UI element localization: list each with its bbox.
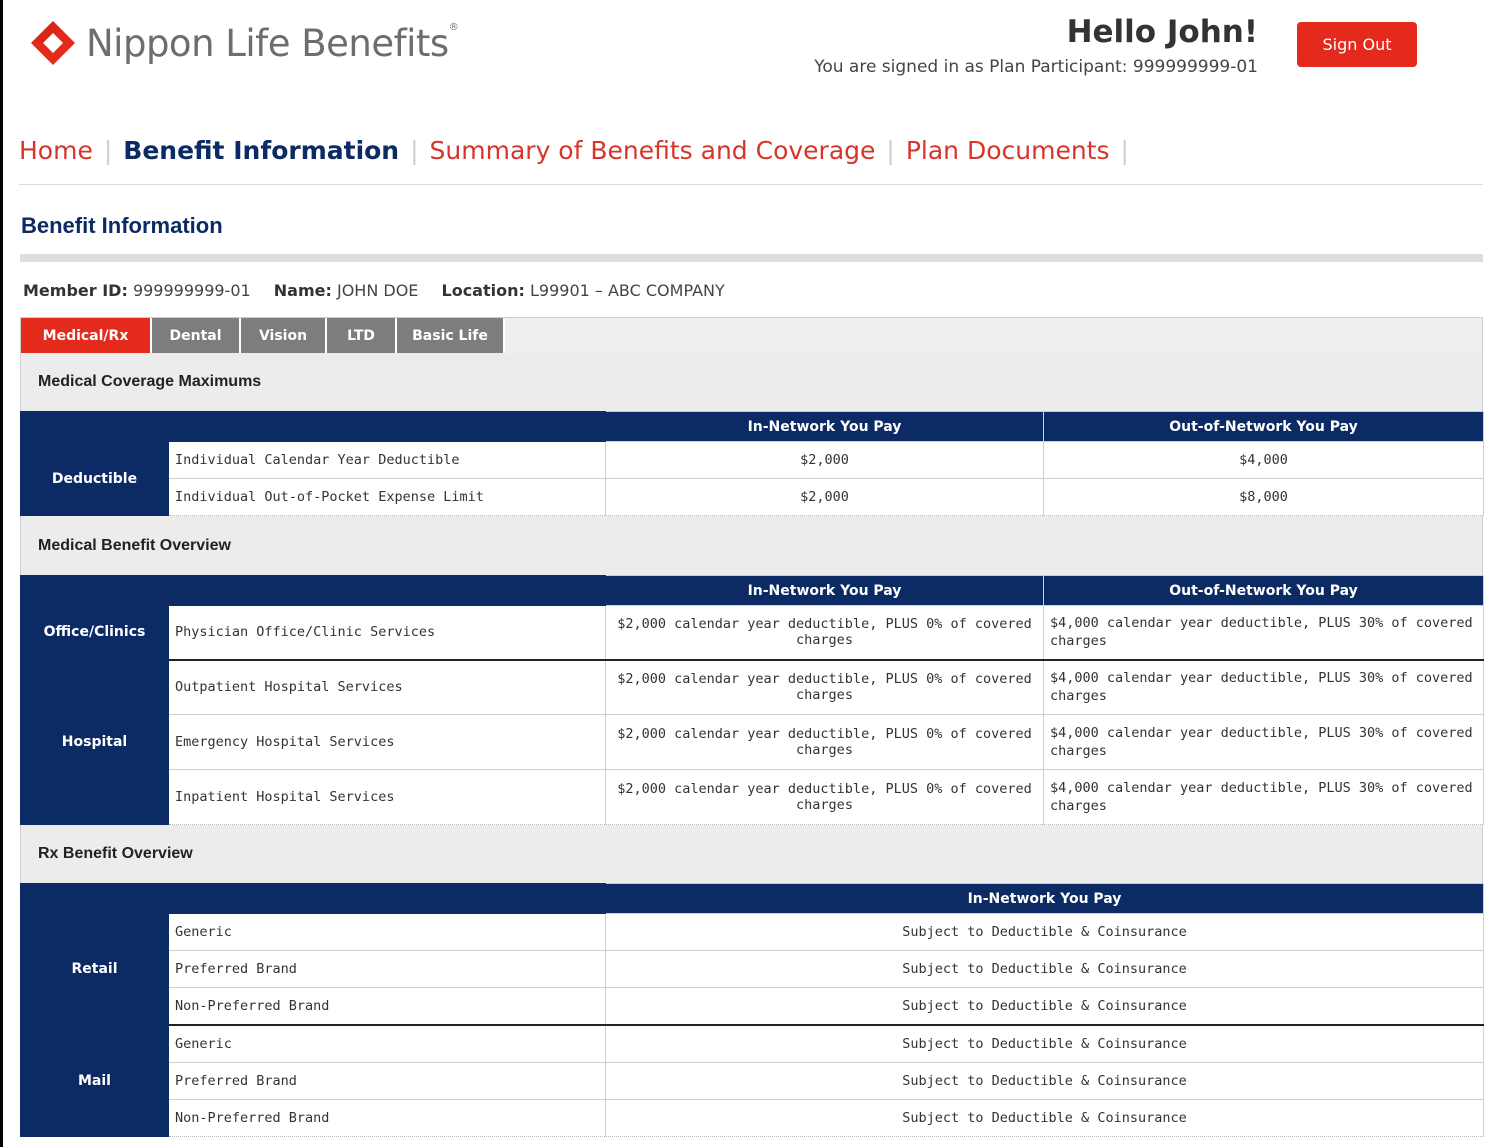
out-network-value: $8,000 — [1044, 479, 1484, 516]
table-row — [21, 1063, 1484, 1100]
row-group-office-clinics: Office/Clinics — [21, 606, 169, 660]
name-value: JOHN DOE — [336, 281, 419, 300]
table-row — [21, 951, 1484, 988]
nav-separator: | — [886, 136, 895, 165]
out-network-value: $4,000 — [1044, 442, 1484, 479]
col-header-in-network: In-Network You Pay — [606, 576, 1044, 606]
name-label: Name: — [273, 281, 332, 300]
title-divider — [20, 254, 1483, 262]
tab-basic-life[interactable]: Basic Life — [397, 318, 505, 353]
table-row — [21, 715, 1484, 770]
brand-name: Nippon Life Benefits® — [86, 21, 459, 65]
table-header-blank — [21, 576, 606, 606]
in-network-value: Subject to Deductible & Coinsurance — [606, 988, 1484, 1025]
left-border — [0, 0, 3, 1147]
table-row — [21, 770, 1484, 825]
signed-in-status: You are signed in as Plan Participant: 999999999-01 — [814, 57, 1258, 77]
nav-plan-documents[interactable]: Plan Documents — [905, 136, 1110, 165]
row-label: Individual Out-of-Pocket Expense Limit — [169, 479, 606, 516]
col-header-out-network: Out-of-Network You Pay — [1044, 412, 1484, 442]
in-network-value: $2,000 — [606, 479, 1044, 516]
out-network-value: $4,000 calendar year deductible, PLUS 30% of covered charges — [1044, 715, 1484, 770]
nav-separator: | — [410, 136, 419, 165]
rx-overview-table — [20, 883, 1484, 1137]
out-network-value: $4,000 calendar year deductible, PLUS 30% of covered charges — [1044, 770, 1484, 825]
row-label: Generic — [169, 1025, 606, 1063]
main-nav — [19, 136, 1140, 165]
brand-logo[interactable] — [30, 20, 458, 66]
row-group-hospital: Hospital — [21, 660, 169, 825]
nav-home[interactable]: Home — [19, 136, 93, 165]
sign-out-button[interactable]: Sign Out — [1297, 22, 1417, 67]
table-row — [21, 479, 1484, 516]
logo-diamond-icon — [30, 20, 76, 66]
table-row — [21, 1025, 1484, 1063]
row-label: Emergency Hospital Services — [169, 715, 606, 770]
in-network-value: $2,000 calendar year deductible, PLUS 0% of covered charges — [606, 660, 1044, 715]
nav-divider — [19, 184, 1483, 185]
table-row — [21, 914, 1484, 951]
table-row — [21, 988, 1484, 1025]
row-label: Individual Calendar Year Deductible — [169, 442, 606, 479]
col-header-in-network: In-Network You Pay — [606, 412, 1044, 442]
benefit-content — [20, 353, 1483, 1137]
table-header-blank — [21, 884, 606, 914]
row-label: Preferred Brand — [169, 951, 606, 988]
location-value: L99901 – ABC COMPANY — [529, 281, 725, 300]
row-label: Generic — [169, 914, 606, 951]
row-label: Non-Preferred Brand — [169, 988, 606, 1025]
row-group-retail: Retail — [21, 914, 169, 1025]
out-network-value: $4,000 calendar year deductible, PLUS 30% of covered charges — [1044, 660, 1484, 715]
table-row — [21, 606, 1484, 660]
section-benefit-overview: Medical Benefit Overview — [20, 516, 1483, 575]
in-network-value: Subject to Deductible & Coinsurance — [606, 1063, 1484, 1100]
in-network-value: $2,000 calendar year deductible, PLUS 0% of covered charges — [606, 606, 1044, 660]
table-row — [21, 1100, 1484, 1137]
tab-medical-rx[interactable]: Medical/Rx — [21, 318, 152, 353]
row-label: Outpatient Hospital Services — [169, 660, 606, 715]
nav-benefit-information[interactable]: Benefit Information — [123, 136, 400, 165]
row-label: Non-Preferred Brand — [169, 1100, 606, 1137]
nav-summary-of-benefits[interactable]: Summary of Benefits and Coverage — [429, 136, 876, 165]
table-row — [21, 660, 1484, 715]
row-label: Preferred Brand — [169, 1063, 606, 1100]
row-group-mail: Mail — [21, 1025, 169, 1137]
in-network-value: Subject to Deductible & Coinsurance — [606, 1100, 1484, 1137]
section-rx-overview: Rx Benefit Overview — [20, 825, 1483, 883]
row-group-deductible: Deductible — [21, 442, 169, 516]
out-network-value: $4,000 calendar year deductible, PLUS 30% of covered charges — [1044, 606, 1484, 660]
in-network-value: Subject to Deductible & Coinsurance — [606, 1025, 1484, 1063]
page-title: Benefit Information — [21, 213, 223, 238]
nav-separator: | — [1120, 136, 1129, 165]
nav-separator: | — [103, 136, 113, 165]
table-header-blank — [21, 412, 606, 442]
coverage-maximums-table — [20, 411, 1484, 516]
tab-dental[interactable]: Dental — [152, 318, 241, 353]
col-header-out-network: Out-of-Network You Pay — [1044, 576, 1484, 606]
member-info — [23, 281, 725, 300]
member-id-value: 999999999-01 — [132, 281, 251, 300]
benefit-overview-table — [20, 575, 1484, 825]
in-network-value: Subject to Deductible & Coinsurance — [606, 914, 1484, 951]
in-network-value: Subject to Deductible & Coinsurance — [606, 951, 1484, 988]
location-label: Location: — [441, 281, 525, 300]
tab-ltd[interactable]: LTD — [327, 318, 397, 353]
in-network-value: $2,000 — [606, 442, 1044, 479]
row-label: Inpatient Hospital Services — [169, 770, 606, 825]
greeting-title: Hello John! — [1066, 14, 1258, 50]
member-id-label: Member ID: — [23, 281, 128, 300]
benefit-tabs — [20, 317, 1483, 354]
in-network-value: $2,000 calendar year deductible, PLUS 0% of covered charges — [606, 715, 1044, 770]
tab-vision[interactable]: Vision — [241, 318, 327, 353]
in-network-value: $2,000 calendar year deductible, PLUS 0% of covered charges — [606, 770, 1044, 825]
table-row — [21, 442, 1484, 479]
section-coverage-maximums: Medical Coverage Maximums — [20, 353, 1483, 411]
col-header-in-network: In-Network You Pay — [606, 884, 1484, 914]
row-label: Physician Office/Clinic Services — [169, 606, 606, 660]
